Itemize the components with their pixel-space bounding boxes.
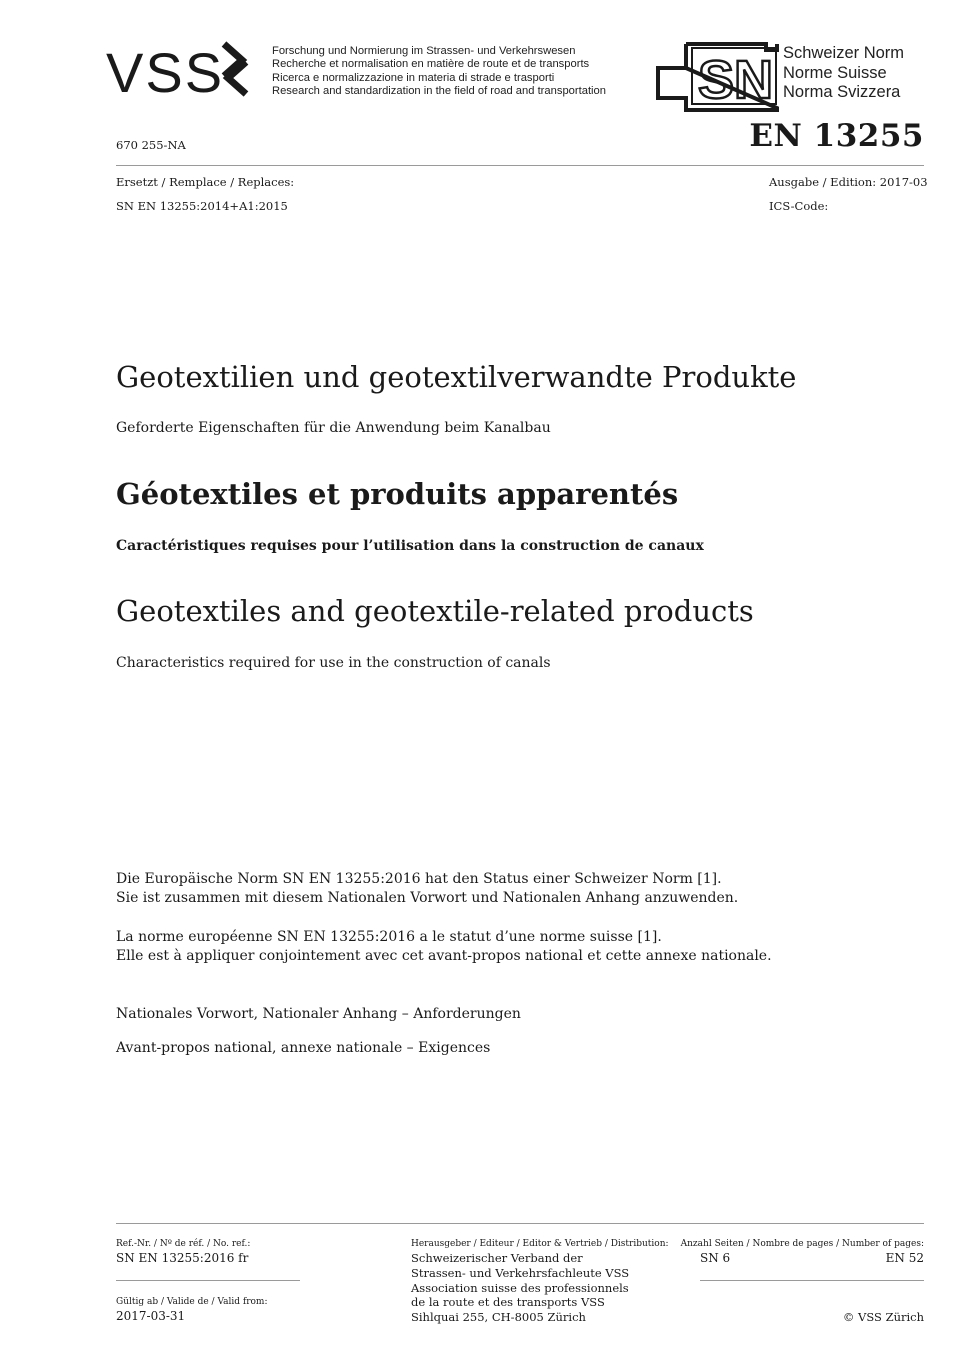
sn-name-it: Norma Svizzera (783, 83, 901, 102)
vss-logo (106, 40, 266, 104)
status-french (116, 928, 772, 966)
vss-tagline-it: Ricerca e normalizzazione in materia di strade e trasporti (272, 71, 555, 84)
page-count-sn: SN 6 (700, 1251, 731, 1265)
subtitle-french: Caractéristiques requises pour l’utilisation dans la construction de canaux (116, 538, 704, 554)
title-german: Geotextilien und geotextilverwandte Produkte (116, 360, 797, 394)
sn-names (783, 44, 904, 103)
publisher-address (411, 1251, 629, 1325)
vss-tagline-en: Research and standardization in the field of road and transportation (272, 85, 606, 98)
publisher-line: Strassen- und Verkehrsfachleute VSS (411, 1265, 630, 1280)
en-standard-number: EN 13255 (749, 118, 924, 154)
reference-label: Ref.-Nr. / Nº de réf. / No. ref.: (116, 1239, 251, 1249)
publisher-line: Association suisse des professionnels (411, 1280, 629, 1295)
copyright-notice: © VSS Zürich (842, 1310, 924, 1324)
document-number: 670 255-NA (116, 138, 186, 152)
page-count-label: Anzahl Seiten / Nombre de pages / Number of pages: (680, 1239, 924, 1249)
vss-logo-wordmark: VSS (106, 41, 225, 100)
vss-tagline-de: Forschung und Normierung im Strassen- und Verkehrswesen (272, 45, 576, 57)
valid-from-value: 2017-03-31 (116, 1309, 186, 1323)
status-french-line-1: La norme européenne SN EN 13255:2016 a le statut d’une norme suisse [1]. (116, 929, 662, 945)
edition-date: Ausgabe / Edition: 2017-03 (769, 175, 928, 189)
sn-logo (656, 42, 781, 118)
national-annex-german: Nationales Vorwort, Nationaler Anhang – Anforderungen (116, 1006, 521, 1022)
page-count-en: EN 52 (885, 1251, 924, 1265)
status-german (116, 870, 738, 908)
vss-logo-graphic (106, 40, 266, 100)
status-french-line-2: Elle est à appliquer conjointement avec cet avant-propos national et cette annexe nationale. (116, 948, 772, 964)
subtitle-english: Characteristics required for use in the construction of canals (116, 655, 551, 671)
publisher-label: Herausgeber / Editeur / Editor & Vertrieb / Distribution: (411, 1239, 669, 1249)
publisher-line: Schweizerischer Verband der (411, 1251, 583, 1265)
sn-name-fr: Norme Suisse (783, 63, 887, 82)
sn-logo-graphic (656, 42, 781, 114)
title-french: Géotextiles et produits apparentés (116, 477, 679, 511)
national-annex-french: Avant-propos national, annexe nationale – Exigences (116, 1040, 491, 1056)
status-german-line-2: Sie ist zusammen mit diesem Nationalen Vorwort und Nationalen Anhang anzuwenden. (116, 890, 739, 906)
subtitle-german: Geforderte Eigenschaften für die Anwendung beim Kanalbau (116, 420, 551, 436)
publisher-line: de la route et des transports VSS (411, 1295, 605, 1310)
reference-value: SN EN 13255:2016 fr (116, 1251, 249, 1265)
replaces-label: Ersetzt / Remplace / Replaces: (116, 175, 295, 189)
ics-code: ICS-Code: (769, 199, 829, 213)
replaces-value: SN EN 13255:2014+A1:2015 (116, 199, 288, 213)
valid-from-label: Gültig ab / Valide de / Valid from: (116, 1297, 268, 1307)
title-english: Geotextiles and geotextile-related products (116, 594, 754, 628)
footer-divider (116, 1223, 924, 1224)
publisher-line: Sihlquai 255, CH-8005 Zürich (411, 1310, 586, 1325)
vss-tagline (272, 45, 606, 99)
vss-tagline-fr: Recherche et normalisation en matière de route et de transports (272, 58, 590, 71)
reference-divider (116, 1280, 300, 1281)
status-german-line-1: Die Europäische Norm SN EN 13255:2016 hat den Status einer Schweizer Norm [1]. (116, 871, 722, 887)
header-divider (116, 165, 924, 166)
sn-name-de: Schweizer Norm (783, 44, 905, 62)
page-count-divider (700, 1280, 924, 1281)
sn-logo-wordmark: SN (698, 50, 774, 110)
